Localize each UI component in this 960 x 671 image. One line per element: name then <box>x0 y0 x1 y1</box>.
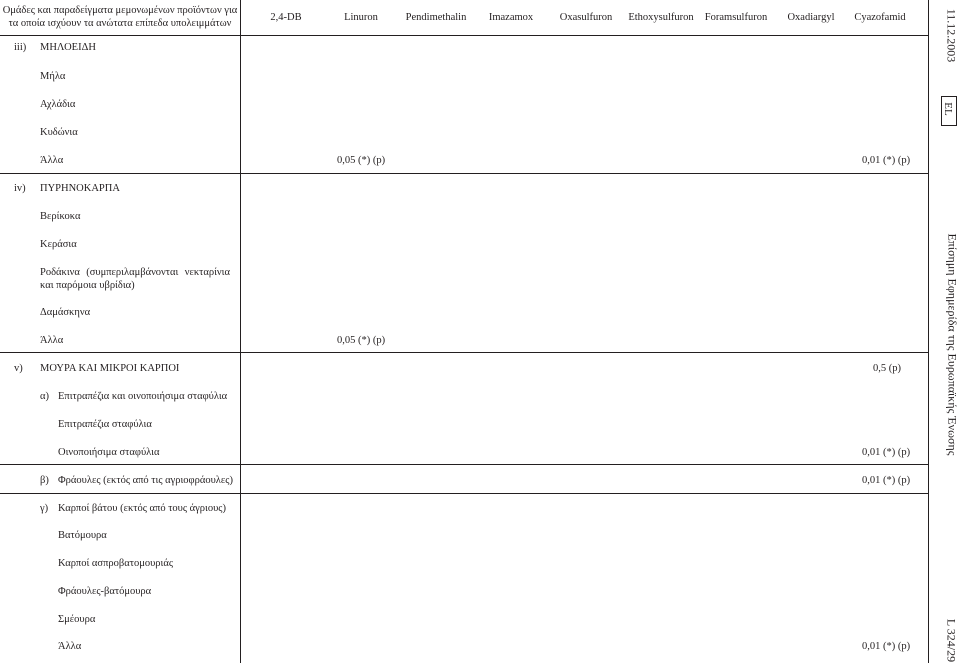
column-header-cyazofamid: Cyazofamid <box>854 12 906 23</box>
row-number: iv) <box>14 183 26 194</box>
column-header-imazamox: Imazamox <box>488 12 534 23</box>
row-rule <box>0 464 928 465</box>
value-linuron: 0,05 (*) (p) <box>337 155 386 166</box>
row-rule <box>0 493 928 494</box>
row-label: ΠΥΡΗΝΟΚΑΡΠΑ <box>40 183 120 194</box>
column-header-foramsulfuron: Foramsulfuron <box>704 12 768 23</box>
row-label: Μήλα <box>40 71 66 82</box>
row-label: Βερίκοκα <box>40 211 81 222</box>
row-number: γ) <box>40 503 49 514</box>
row-rule <box>0 352 928 353</box>
row-label: ΜΟΥΡΑ ΚΑΙ ΜΙΚΡΟΙ ΚΑΡΠΟΙ <box>40 363 180 374</box>
column-header-pendimethalin: Pendimethalin <box>405 12 467 23</box>
row-label: Επιτραπέζια και οινοποιήσιμα σταφύλια <box>58 391 228 402</box>
row-label: Ροδάκινα (συμπεριλαμβάνονται νεκταρίνια και παρόμοια υβρίδια) <box>40 267 230 291</box>
margin-page-reference: L 324/29 <box>944 618 959 663</box>
value-linuron: 0,05 (*) (p) <box>337 335 386 346</box>
row-label: Άλλα <box>40 155 64 166</box>
value-cyazofamid: 0,01 (*) (p) <box>862 475 911 486</box>
row-label: Βατόμουρα <box>58 530 107 541</box>
column-header-ethoxysulfuron: Ethoxysulfuron <box>628 12 694 23</box>
row-label: Δαμάσκηνα <box>40 307 91 318</box>
row-label: Κυδώνια <box>40 127 78 138</box>
value-cyazofamid: 0,01 (*) (p) <box>862 155 911 166</box>
row-label: Οινοποιήσιμα σταφύλια <box>58 447 160 458</box>
row-number: iii) <box>14 42 27 53</box>
row-label: Καρποί βάτου (εκτός από τους άγριους) <box>58 503 226 514</box>
column-header-oxadiargyl: Oxadiargyl <box>787 12 835 23</box>
row-label: Σμέουρα <box>58 614 96 625</box>
margin-journal-title: Επίσημη Εφημερίδα της Ευρωπαϊκής Ένωσης <box>945 233 960 456</box>
row-label: Φράουλες (εκτός από τις αγριοφράουλες) <box>58 475 233 486</box>
column-header-linuron: Linuron <box>344 12 378 23</box>
row-label: ΜΗΛΟΕΙΔΗ <box>40 42 96 53</box>
column-divider <box>240 0 241 663</box>
row-number: v) <box>14 363 23 374</box>
row-number: α) <box>40 391 49 402</box>
column-header-oxasulfuron: Oxasulfuron <box>559 12 613 23</box>
row-label: Κεράσια <box>40 239 77 250</box>
row-label: Καρποί ασπροβατομουριάς <box>58 558 174 569</box>
row-rule <box>0 173 928 174</box>
margin-language: EL <box>942 102 954 116</box>
row-label: Φράουλες-βατόμουρα <box>58 586 152 597</box>
row-label: Επιτραπέζια σταφύλια <box>58 419 152 430</box>
value-cyazofamid: 0,5 (p) <box>873 363 901 374</box>
margin-date: 11.12.2003 <box>944 8 959 63</box>
margin-divider <box>928 0 929 663</box>
value-cyazofamid: 0,01 (*) (p) <box>862 641 911 652</box>
value-cyazofamid: 0,01 (*) (p) <box>862 447 911 458</box>
row-label: Άλλα <box>58 641 82 652</box>
group-column-header: Ομάδες και παραδείγματα μεμονωμένων προϊόντων για τα οποία ισχύουν τα ανώτατα επίπεδα υπολειμμάτων <box>2 5 238 29</box>
header-bottom-rule <box>0 35 928 36</box>
row-label: Αχλάδια <box>40 99 76 110</box>
column-header-2-4-db: 2,4-DB <box>270 12 302 23</box>
row-number: β) <box>40 475 49 486</box>
row-label: Άλλα <box>40 335 64 346</box>
